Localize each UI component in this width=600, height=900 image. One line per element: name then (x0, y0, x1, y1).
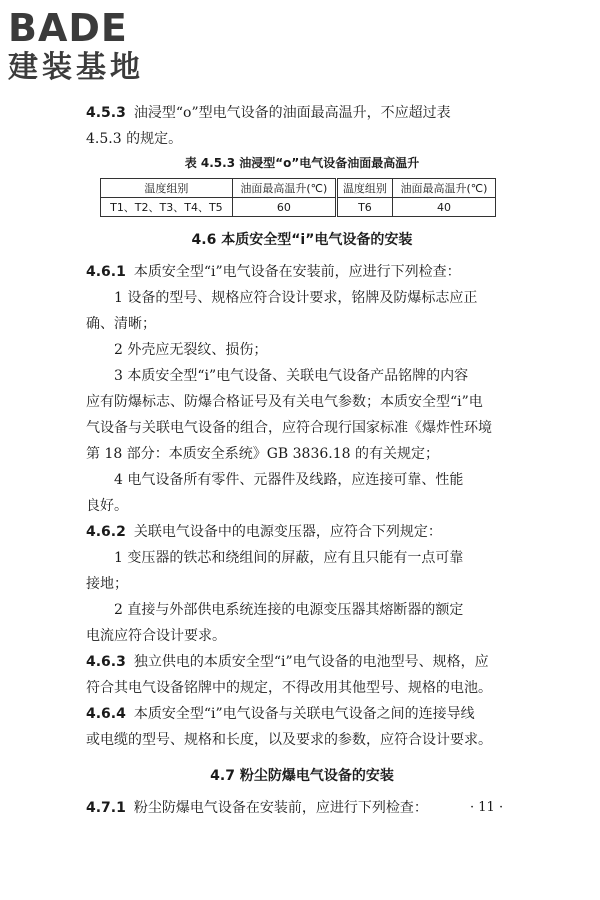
bade-logo (8, 6, 144, 86)
table-header-row (101, 179, 496, 198)
page-number: · 11 · (470, 800, 504, 815)
clause-4-6-3-line-2: 符合其电气设备铭牌中的规定，不得改用其他型号、规格的电池。 (86, 680, 492, 696)
section-4-7-heading: 4.7 粉尘防爆电气设备的安装 (210, 768, 394, 784)
clause-number: 4.6.3 (86, 654, 126, 670)
clause-4-5-3-line-1 (86, 100, 518, 126)
clause-text: 本质安全型“i”电气设备与关联电气设备之间的连接导线 (133, 706, 475, 722)
clause-number: 4.6.4 (86, 706, 126, 722)
list-item-cont: 第 18 部分：本质安全系统》GB 3836.18 的有关规定； (86, 446, 439, 462)
list-item: 2 直接与外部供电系统连接的电源变压器其熔断器的额定 (114, 602, 464, 618)
clause-4-6-4-line-2: 或电缆的型号、规格和长度，以及要求的参数，应符合设计要求。 (86, 732, 492, 748)
clause-4-6-2-intro (86, 519, 518, 545)
list-item: 2 外壳应无裂纹、损伤； (114, 342, 268, 358)
list-item-cont: 应有防爆标志、防爆合格证号及有关电气参数；本质安全型“i”电 (86, 394, 483, 410)
clause-number: 4.6.2 (86, 524, 126, 540)
header-cell: 温度组别 (336, 179, 392, 198)
list-item: 4 电气设备所有零件、元器件及线路，应连接可靠、性能 (114, 472, 464, 488)
logo-main-text: BADE (8, 6, 128, 50)
table-cell: T1、T2、T3、T4、T5 (101, 198, 233, 217)
clause-number: 4.5.3 (86, 105, 126, 121)
clause-4-6-1-intro (86, 259, 518, 285)
table-cell: 60 (232, 198, 336, 217)
header-cell: 温度组别 (101, 179, 233, 198)
clause-4-5-3-line-2: 4.5.3 的规定。 (86, 131, 183, 147)
list-item-cont: 良好。 (86, 498, 128, 514)
clause-text: 本质安全型“i”电气设备在安装前，应进行下列检查： (133, 264, 461, 280)
logo-sub-text: 建装基地 (8, 50, 144, 85)
clause-text: 关联电气设备中的电源变压器，应符合下列规定： (133, 524, 442, 540)
list-item: 1 变压器的铁芯和绕组间的屏蔽，应有且只能有一点可靠 (114, 550, 464, 566)
clause-4-6-4-line-1 (86, 701, 518, 727)
header-cell: 油面最高温升(℃) (232, 179, 336, 198)
list-item-cont: 电流应符合设计要求。 (86, 628, 226, 644)
clause-text: 独立供电的本质安全型“i”电气设备的电池型号、规格，应 (133, 654, 489, 670)
list-item: 3 本质安全型“i”电气设备、关联电气设备产品铭牌的内容 (114, 368, 469, 384)
header-cell: 油面最高温升(℃) (392, 179, 495, 198)
list-item-cont: 气设备与关联电气设备的组合，应符合现行国家标准《爆炸性环境 (86, 420, 492, 436)
page-body (86, 100, 518, 821)
list-item-cont: 确、清晰； (86, 316, 156, 332)
table-cell: 40 (392, 198, 495, 217)
list-item: 1 设备的型号、规格应符合设计要求，铭牌及防爆标志应正 (114, 290, 478, 306)
list-item-cont: 接地； (86, 576, 128, 592)
clause-number: 4.7.1 (86, 800, 126, 816)
section-4-6-heading: 4.6 本质安全型“i”电气设备的安装 (191, 232, 413, 248)
table-cell: T6 (336, 198, 392, 217)
oil-temp-table (100, 178, 496, 217)
clause-number: 4.6.1 (86, 264, 126, 280)
clause-4-7-1-line-1 (86, 795, 518, 821)
clause-text: 粉尘防爆电气设备在安装前，应进行下列检查： (133, 800, 428, 816)
clause-4-6-3-line-1 (86, 649, 518, 675)
table-caption: 表 4.5.3 油浸型“o”电气设备油面最高温升 (184, 156, 420, 170)
clause-text: 油浸型“o”型电气设备的油面最高温升，不应超过表 (133, 105, 451, 121)
table-row (101, 198, 496, 217)
